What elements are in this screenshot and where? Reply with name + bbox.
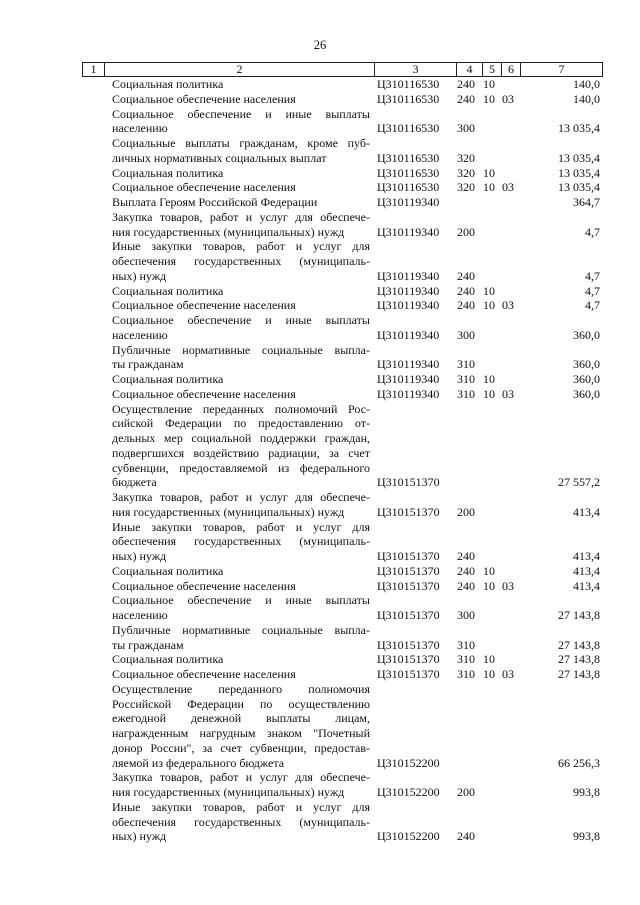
row-description-line: ния государственных (муниципальных) нужд [112,785,345,799]
row-col-4: 240 [457,91,475,106]
row-amount: 13 035,4 [558,180,600,195]
row-description-line: личных нормативных социальных выплат [112,150,327,165]
row-col-4: 310 [457,637,475,652]
row-description-line: подвергшихся воздействию радиации, за счет [112,445,370,460]
row-code: Ц310116530 [377,150,440,165]
row-description-line: ных) нужд [112,829,167,844]
row-description-line: Социальная политика [112,372,224,386]
row-col-5: 10 [483,180,495,195]
row-amount: 66 256,3 [558,755,600,770]
row-amount: 360,0 [573,386,600,401]
row-col-4: 320 [457,150,475,165]
row-col-5: 10 [483,77,495,91]
row-code: Ц310119340 [377,386,440,401]
row-code: Ц310152200 [377,785,440,799]
row-description-line: Социальная политика [112,77,224,91]
table-row [0,623,640,653]
row-code: Ц310151370 [377,563,440,578]
row-col-4: 240 [457,77,475,91]
row-col-5: 10 [483,667,495,681]
table-row [0,490,640,520]
row-amount: 360,0 [573,357,600,372]
row-description-line: донор России", за счет субвенции, предостав- [112,740,370,755]
row-code: Ц310151370 [377,578,440,593]
table-row [0,682,640,771]
row-description-line: Социальное обеспечение и иные выплаты [112,313,370,327]
row-description-line: Публичные нормативные социальные выпла- [112,622,370,637]
row-col-4: 310 [457,357,475,372]
row-col-6: 03 [502,386,514,401]
row-amount: 27 557,2 [558,475,600,490]
column-header-row [82,62,603,77]
row-amount: 27 143,8 [558,608,600,622]
row-code: Ц310119340 [377,268,440,283]
row-description-line: Социальное обеспечение населения [112,386,296,401]
row-col-5: 10 [483,283,495,298]
row-description-line: ных) нужд [112,549,167,563]
table-row [0,402,640,491]
row-description-line: ты гражданам [112,357,184,372]
row-col-6: 03 [502,298,514,313]
row-description-line: ния государственных (муниципальных) нужд [112,224,345,239]
row-amount: 360,0 [573,327,600,342]
row-code: Ц310116530 [377,165,440,180]
row-description-line: бюджета [112,475,157,490]
table-row [0,284,640,299]
row-description-line: Социальное обеспечение и иные выплаты [112,106,370,121]
page-number: 26 [313,38,327,52]
row-description-line: населению [112,121,168,136]
table-row [0,136,640,166]
row-code: Ц310151370 [377,549,440,563]
row-amount: 364,7 [573,195,600,209]
row-amount: 27 143,8 [558,652,600,667]
row-col-6: 03 [502,180,514,195]
header-col-3: 3 [375,63,457,77]
table-row [0,298,640,313]
header-col-5: 5 [483,63,502,77]
row-col-4: 200 [457,504,475,519]
row-amount: 413,4 [573,504,600,519]
row-amount: 413,4 [573,549,600,563]
row-col-4: 310 [457,652,475,667]
table-row [0,107,640,137]
table-row [0,652,640,667]
table-row [0,92,640,107]
row-description-line: Иные закупки товаров, работ и услуг для [112,799,370,814]
row-code: Ц310151370 [377,652,440,667]
row-amount: 13 035,4 [558,121,600,136]
row-code: Ц310119340 [377,195,440,209]
row-col-5: 10 [483,578,495,593]
row-code: Ц310151370 [377,504,440,519]
table-row [0,770,640,800]
table-row [0,343,640,373]
row-description-line: сийской Федерации по предоставлению от- [112,416,370,431]
row-description-line: Публичные нормативные социальные выпла- [112,342,370,357]
table-row [0,372,640,387]
table-row [0,593,640,623]
table-row [0,210,640,240]
header-col-7: 7 [521,63,603,77]
row-description-line: Иные закупки товаров, работ и услуг для [112,519,370,534]
row-description-line: Выплата Героям Российской Федерации [112,195,318,209]
table-row [0,166,640,181]
row-col-4: 300 [457,608,475,622]
row-col-6: 03 [502,667,514,681]
row-description-line: Закупка товаров, работ и услуг для обеспече- [112,490,370,504]
row-code: Ц310116530 [377,91,440,106]
row-col-5: 10 [483,298,495,313]
row-description-line: Иные закупки товаров, работ и услуг для [112,239,370,254]
row-description-line: награжденным нагрудным знаком "Почетный [112,726,370,740]
row-description-line: Осуществление переданных полномочий Рос- [112,401,370,416]
row-code: Ц310116530 [377,180,440,195]
row-col-4: 240 [457,578,475,593]
row-description-line: Социальная политика [112,652,224,667]
table-row [0,667,640,682]
row-description-line: ных) нужд [112,268,167,283]
row-description-line: Социальное обеспечение населения [112,91,296,106]
row-description-line: населению [112,327,168,342]
row-code: Ц310119340 [377,372,440,386]
row-amount: 4,7 [585,298,600,313]
row-description-line: субвенции, предоставляемой из федерального [112,460,370,475]
table-row [0,579,640,594]
row-code: Ц310151370 [377,667,440,681]
row-code: Ц310119340 [377,327,440,342]
row-description-line: ежегодной денежной выплаты лицам, [112,711,370,726]
header-col-1: 1 [83,63,105,77]
row-amount: 993,8 [573,785,600,799]
table-row [0,313,640,343]
row-col-5: 10 [483,165,495,180]
header-col-6: 6 [502,63,521,77]
budget-rows [0,77,640,844]
row-amount: 413,4 [573,578,600,593]
table-row [0,180,640,195]
row-amount: 27 143,8 [558,667,600,681]
row-description-line: Социальная политика [112,563,224,578]
row-amount: 4,7 [585,224,600,239]
row-description-line: ляемой из федерального бюджета [112,755,285,770]
row-col-4: 240 [457,829,475,844]
row-code: Ц310152200 [377,829,440,844]
row-amount: 140,0 [573,91,600,106]
row-col-4: 200 [457,224,475,239]
row-amount: 13 035,4 [558,150,600,165]
row-col-5: 10 [483,386,495,401]
row-description-line: Социальное обеспечение населения [112,578,296,593]
row-description-line: Социальное обеспечение населения [112,298,296,313]
row-col-4: 310 [457,667,475,681]
row-description-line: Осуществление переданного полномочия [112,681,370,696]
table-row [0,800,640,844]
row-col-4: 300 [457,327,475,342]
row-col-4: 240 [457,549,475,563]
row-col-4: 320 [457,180,475,195]
table-row [0,239,640,283]
row-description-line: Социальное обеспечение и иные выплаты [112,593,370,608]
row-code: Ц310152200 [377,755,440,770]
row-code: Ц310116530 [377,121,440,136]
row-description-line: Социальная политика [112,165,224,180]
row-amount: 27 143,8 [558,637,600,652]
row-code: Ц310151370 [377,475,440,490]
table-row [0,195,640,210]
table-row [0,520,640,564]
row-code: Ц310119340 [377,357,440,372]
row-description-line: Социальная политика [112,283,224,298]
row-description-line: дельных мер социальной поддержки граждан, [112,431,370,445]
row-col-4: 300 [457,121,475,136]
row-col-4: 240 [457,563,475,578]
row-amount: 4,7 [585,268,600,283]
row-amount: 4,7 [585,283,600,298]
header-col-2: 2 [105,63,375,77]
row-code: Ц310119340 [377,298,440,313]
table-row [0,564,640,579]
row-amount: 993,8 [573,829,600,844]
row-description-line: Закупка товаров, работ и услуг для обеспече- [112,209,370,224]
row-col-5: 10 [483,652,495,667]
row-col-4: 310 [457,386,475,401]
table-row [0,77,640,92]
row-col-4: 240 [457,298,475,313]
row-description-line: Социальные выплаты гражданам, кроме пуб- [112,136,370,150]
row-description-line: Социальное обеспечение населения [112,180,296,195]
row-col-5: 10 [483,372,495,386]
row-description-line: населению [112,608,168,622]
row-description-line: обеспечения государственных (муниципаль- [112,814,370,829]
row-description-line: Социальное обеспечение населения [112,667,296,681]
row-col-4: 240 [457,268,475,283]
row-col-5: 10 [483,563,495,578]
row-description-line: ния государственных (муниципальных) нужд [112,504,345,519]
row-description-line: Российской Федерации по осуществлению [112,696,370,711]
row-col-5: 10 [483,91,495,106]
row-col-6: 03 [502,578,514,593]
row-description-line: обеспечения государственных (муниципаль- [112,534,370,549]
row-code: Ц310151370 [377,637,440,652]
row-col-4: 320 [457,165,475,180]
header-col-4: 4 [457,63,483,77]
row-description-line: Закупка товаров, работ и услуг для обеспече- [112,770,370,785]
row-col-4: 310 [457,372,475,386]
row-col-4: 200 [457,785,475,799]
row-code: Ц310119340 [377,283,440,298]
row-code: Ц310116530 [377,77,440,91]
row-code: Ц310151370 [377,608,440,622]
row-amount: 413,4 [573,563,600,578]
row-col-6: 03 [502,91,514,106]
table-row [0,387,640,402]
row-amount: 13 035,4 [558,165,600,180]
row-amount: 140,0 [573,77,600,91]
row-col-4: 240 [457,283,475,298]
row-description-line: обеспечения государственных (муниципаль- [112,254,370,268]
row-code: Ц310119340 [377,224,440,239]
row-amount: 360,0 [573,372,600,386]
row-description-line: ты гражданам [112,637,184,652]
